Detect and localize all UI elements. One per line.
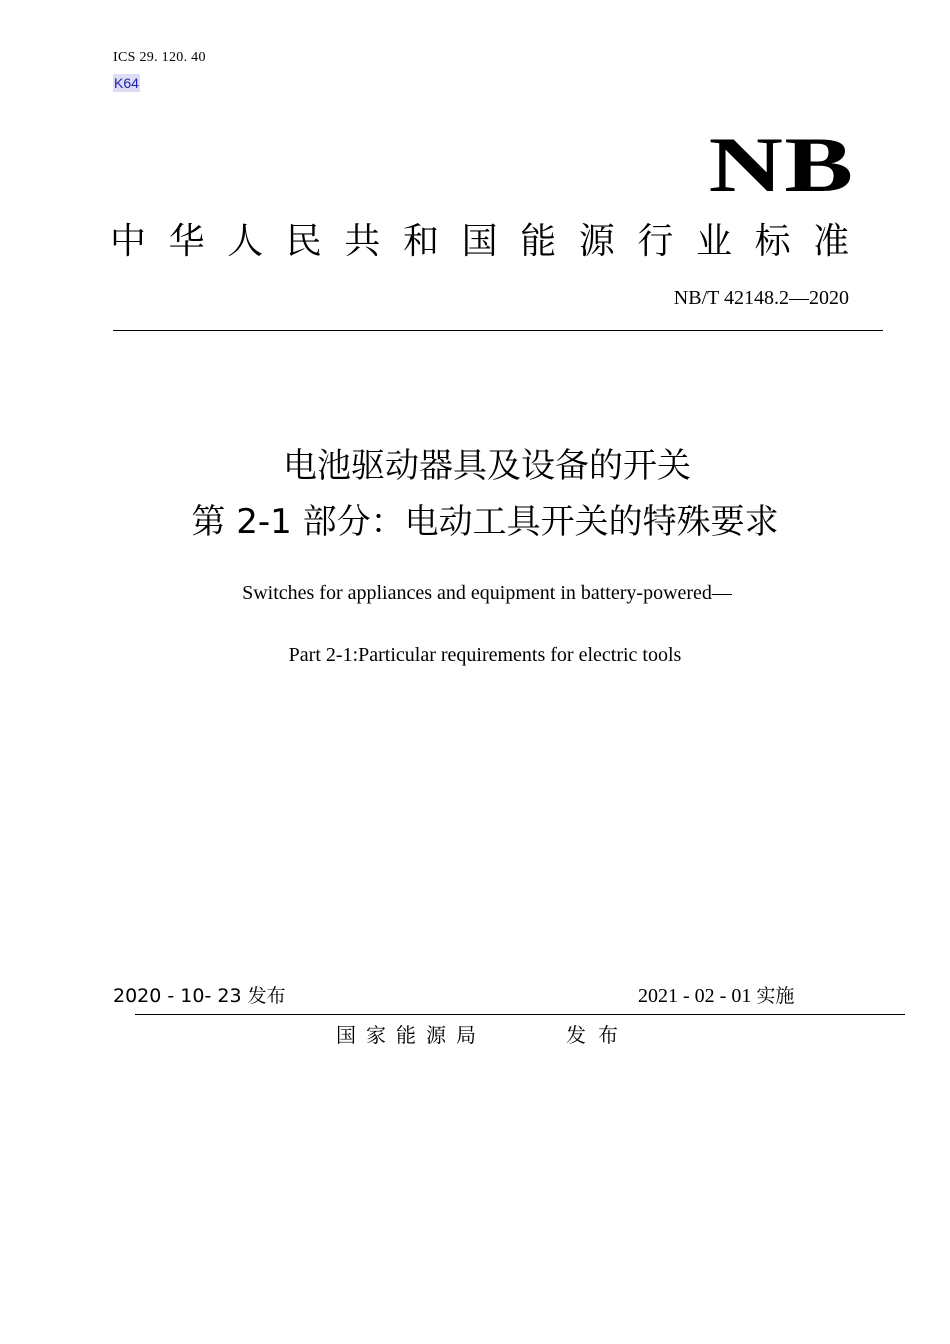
publisher-name: 国家能源局 (336, 1023, 486, 1047)
classification-code: K64 (114, 75, 139, 91)
english-title-line-2: Part 2-1:Particular requirements for electric tools (288, 644, 682, 666)
ics-code: ICS 29. 120. 40 (113, 50, 206, 65)
issue-date: 2020 - 10- 23 发布 (113, 985, 286, 1007)
bottom-divider (135, 1014, 905, 1015)
english-title-line-1: Switches for appliances and equipment in battery-powered— (242, 582, 732, 604)
implementation-date-label: 实施 (756, 985, 795, 1007)
implementation-date (638, 984, 794, 1008)
nb-logo: NB (708, 121, 854, 208)
standard-number: NB/T 42148.2—2020 (673, 287, 849, 309)
implementation-date-number: 2021 - 02 - 01 (638, 985, 757, 1007)
standard-category-title: 中华人民共和国能源行业标准 (110, 221, 872, 262)
top-divider (113, 330, 883, 331)
chinese-title-line-1: 电池驱动器具及设备的开关 (283, 446, 691, 486)
chinese-title-line-2: 第 2-1 部分：电动工具开关的特殊要求 (191, 502, 779, 542)
publish-label: 发布 (566, 1023, 630, 1047)
